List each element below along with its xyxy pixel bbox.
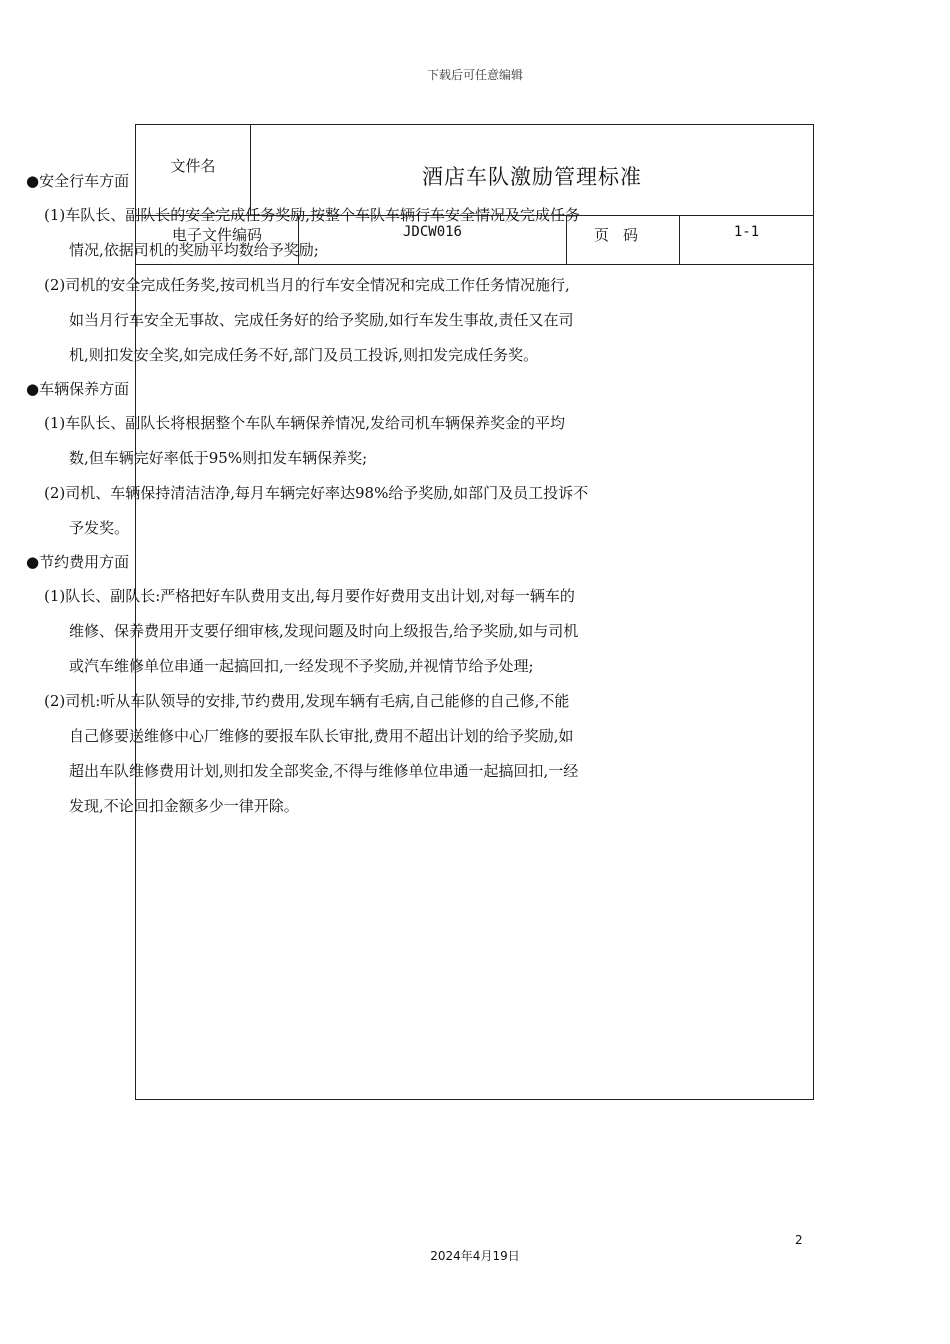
document-title: 酒店车队激励管理标准 <box>422 165 642 189</box>
list-item <box>26 406 922 476</box>
section-heading: ●节约费用方面 <box>26 553 130 571</box>
item-text-line: (2)司机:听从车队领导的安排,节约费用,发现车辆有毛病,自己能修的自己修,不能 <box>44 692 570 710</box>
item-text-line: 情况,依据司机的奖励平均数给予奖励; <box>69 241 319 259</box>
item-text-line: (1)队长、副队长:严格把好车队费用支出,每月要作好费用支出计划,对每一辆车的 <box>44 587 575 605</box>
list-item <box>26 476 922 546</box>
document-body <box>26 165 922 824</box>
section-heading: ●车辆保养方面 <box>26 380 130 398</box>
footer-date: 2024年4月19日 <box>430 1249 520 1263</box>
list-item <box>26 268 922 373</box>
list-item <box>26 579 922 684</box>
item-text-line: 予发奖。 <box>69 519 130 537</box>
page-value: 1-1 <box>733 224 760 240</box>
item-text-line: 或汽车维修单位串通一起搞回扣,一经发现不予奖励,并视情节给予处理; <box>69 657 534 675</box>
ecode-label: 电子文件编码 <box>136 215 299 264</box>
item-text-line: 如当月行车安全无事故、完成任务好的给予奖励,如行车发生事故,责任又在司 <box>69 311 574 329</box>
ecode-value: JDCW016 <box>299 215 567 264</box>
item-text-line: 自己修要送维修中心厂维修的要报车队长审批,费用不超出计划的给予奖励,如 <box>69 727 574 745</box>
item-text-line: 发现,不论回扣金额多少一律开除。 <box>69 797 299 815</box>
filename-label: 文件名 <box>136 125 251 215</box>
list-item <box>26 198 922 268</box>
item-text-line: 数,但车辆完好率低于95%则扣发车辆保养奖; <box>69 449 368 467</box>
item-text-line: 超出车队维修费用计划,则扣发全部奖金,不得与维修单位串通一起搞回扣,一经 <box>69 762 579 780</box>
section-heading: ●安全行车方面 <box>26 172 130 190</box>
list-item <box>26 684 922 824</box>
item-text-line: 机,则扣发安全奖,如完成任务不好,部门及员工投诉,则扣发完成任务奖。 <box>69 346 539 364</box>
item-text-line: (2)司机的安全完成任务奖,按司机当月的行车安全情况和完成工作任务情况施行, <box>44 276 570 294</box>
page-number: 2 <box>795 1233 803 1247</box>
item-text-line: 维修、保养费用开支要仔细审核,发现问题及时向上级报告,给予奖励,如与司机 <box>69 622 579 640</box>
page-label: 页码 <box>567 215 680 264</box>
item-text-line: (1)车队长、副队长将根据整个车队车辆保养情况,发给司机车辆保养奖金的平均 <box>44 414 566 432</box>
item-text-line: (1)车队长、副队长的安全完成任务奖励,按整个车队车辆行车安全情况及完成任务 <box>44 206 581 224</box>
item-text-line: (2)司机、车辆保持清洁洁净,每月车辆完好率达98%给予奖励,如部门及员工投诉不 <box>44 484 589 502</box>
header-note: 下载后可任意编辑 <box>426 68 523 82</box>
